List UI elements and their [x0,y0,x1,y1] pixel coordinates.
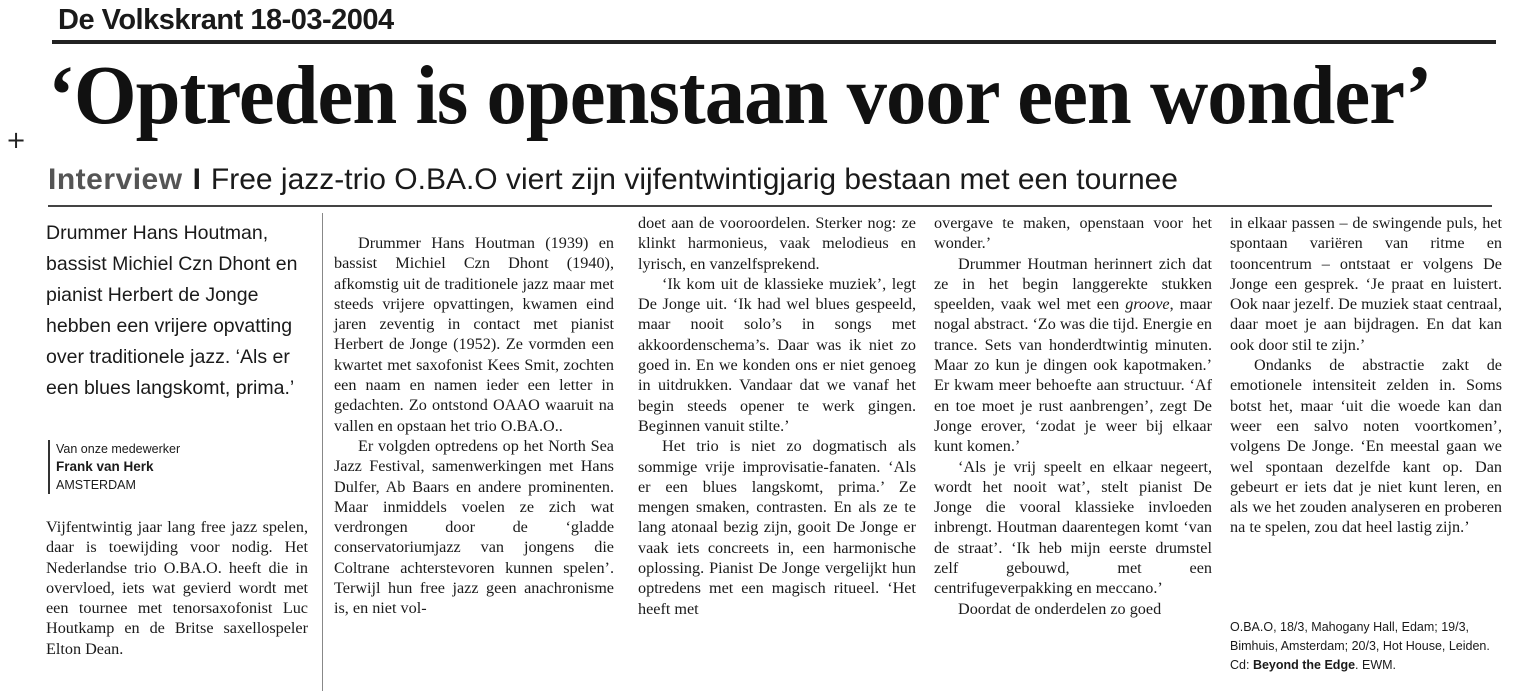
article-column-3 [638,213,916,619]
top-rule [52,40,1496,44]
paragraph: Ondanks de abstractie zakt de emotionele intensiteit zelden in. Soms botst het, maar ‘uit die woede kan dan weer een salvo noten voortkomen’, volgens De Jonge. ‘En meestal gaan we wel spontaan dezelfde kant op. Dan gebeurt er iets dat je niet kunt leren, en als we het zouden analyseren en proberen na te spelen, zou dat heel lastig zijn.’ [1230,356,1502,537]
paragraph: Het trio is niet zo dogmatisch als sommige vrije improvisatie-fanaten. ‘Als er een blues langskomt, prima.’ Ze mengen smaken, contrasten. En als ze te lang atonaal bezig zijn, gooit De Jonge er vaak iets concreets in, een harmonische oplossing. Pianist De Jonge vergelijkt hun optredens met een magisch ritueel. ‘Het heeft met [638,437,916,618]
paragraph: ‘Ik kom uit de klassieke muziek’, legt De Jonge uit. ‘Ik had wel blues gespeeld, maar nooit solo’s in songs met akkoordenschema’s. Daar was ik niet zo goed in. En we konden ons er niet genoeg in uitdrukken. Vandaar dat we vanaf het begin steeds opener te werk gingen. Beginnen vanuit stilte.’ [638,274,916,435]
masthead: De Volkskrant 18-03-2004 [58,4,394,36]
paragraph: in elkaar passen – de swingende puls, het spontaan variëren van ritme en tooncentrum – ontstaat er volgens De Jonge een gesprek. ‘Je praat en luistert. Ook naar jezelf. De muziek staat centraal, daar moet je aan bijdragen. En dat kan ook door stil te zijn.’ [1230,214,1502,354]
intro-lead: Drummer Hans Houtman, bassist Michiel Czn Dhont en pianist Herbert de Jonge hebben een vrijere opvatting over traditionele jazz. ‘Als er een blues langskomt, prima.’ [46,222,298,399]
subheading-rule [48,205,1492,207]
article-column-1 [46,517,308,659]
paragraph: ‘Als je vrij speelt en elkaar negeert, wordt het nooit wat’, stelt pianist De Jonge die vooral klassieke invloeden inbrengt. Houtman daarentegen komt ‘van de straat’. ‘Ik heb mijn eerste drumstel zelf gebouwd, met een centrifugeverpakking en meccano.’ [934,457,1212,598]
byline [48,440,180,494]
paragraph: Vijfentwintig jaar lang free jazz spelen, daar is toewijding voor nodig. Het Nederlandse trio O.BA.O. heeft die in overvloed, iets wat gevierd wordt met een tournee met tenorsaxofonist Luc Houtkamp en de Britse saxellospeler Elton Dean. [46,518,308,658]
label-name: . EWM. [1355,658,1396,672]
paragraph: doet aan de vooroordelen. Sterker nog: ze klinkt harmonieus, vaak melodieus en lyrisch, en vanzelfsprekend. [638,214,916,273]
headline: ‘Optreden is openstaan voor een wonder’ [48,49,1432,142]
paragraph: Drummer Hans Houtman (1939) en bassist Michiel Czn Dhont (1940), afkomstig uit de traditionele jazz maar met steeds vrijere opvattingen, kwamen eind jaren zeventig in contact met pianist Herbert de Jonge (1952). Ze vormden een kwartet met saxofonist Kees Smit, zochten een naam en namen ieder een letter in gedachten. Zo ontstond OAAO waaruit na vallen en opstaan het trio O.BA.O.. [334,234,614,435]
subheading-text: Free jazz-trio O.BA.O viert zijn vijfentwintigjarig bestaan met een tournee [210,163,1178,196]
crosshair-icon: + [6,126,27,154]
byline-location: AMSTERDAM [56,478,136,492]
paragraph: overgave te maken, openstaan voor het wonder.’ [934,214,1212,253]
paragraph-text: Drummer Houtman herinnert zich dat ze in het begin langgerekte stukken speelden, vaak wel met een [934,254,1212,314]
kicker-label: Interview [48,163,183,196]
byline-author: Frank van Herk [56,459,154,474]
paragraph: Doordat de onderdelen zo goed [958,599,1162,618]
paragraph-text: , maar nogal abstract. ‘Zo was die tijd. Energie en trance. Sets van honderdtwintig minuten. Maar zo kun je dingen ook kapotmaken.’ Er kwam meer behoefte aan structuur. ‘Af en toe moet je rust aanbrengen’, zegt De Jonge erover, ‘zodat je weer bij elkaar kunt komen.’ [934,295,1212,456]
concert-dates: O.BA.O, 18/3, Mahogany Hall, Edam; 19/3, Bimhuis, Amsterdam; 20/3, Hot House, Leiden. Cd: [1230,620,1490,672]
article-column-4 [934,213,1212,619]
paragraph [934,254,1212,457]
article-column-2 [334,233,614,619]
kicker-separator: I [192,163,201,196]
paragraph: Er volgden optredens op het North Sea Jazz Festival, samenwerkingen met Hans Dulfer, Ab Baars en andere prominenten. Maar inmiddels voelen ze zich wat verdrongen door de ‘gladde conservatoriumjazz van jongens die Coltrane achterstevoren kunnen spelen’. Terwijl hun free jazz geen anachronisme is, en niet vol- [334,436,614,618]
subheading [48,160,1178,200]
byline-label: Van onze medewerker [56,442,181,456]
emphasis-groove: groove [1125,295,1170,314]
article-column-5 [1230,213,1502,538]
concert-info [1230,618,1502,675]
album-title: Beyond the Edge [1252,658,1356,672]
column-divider [322,213,323,691]
